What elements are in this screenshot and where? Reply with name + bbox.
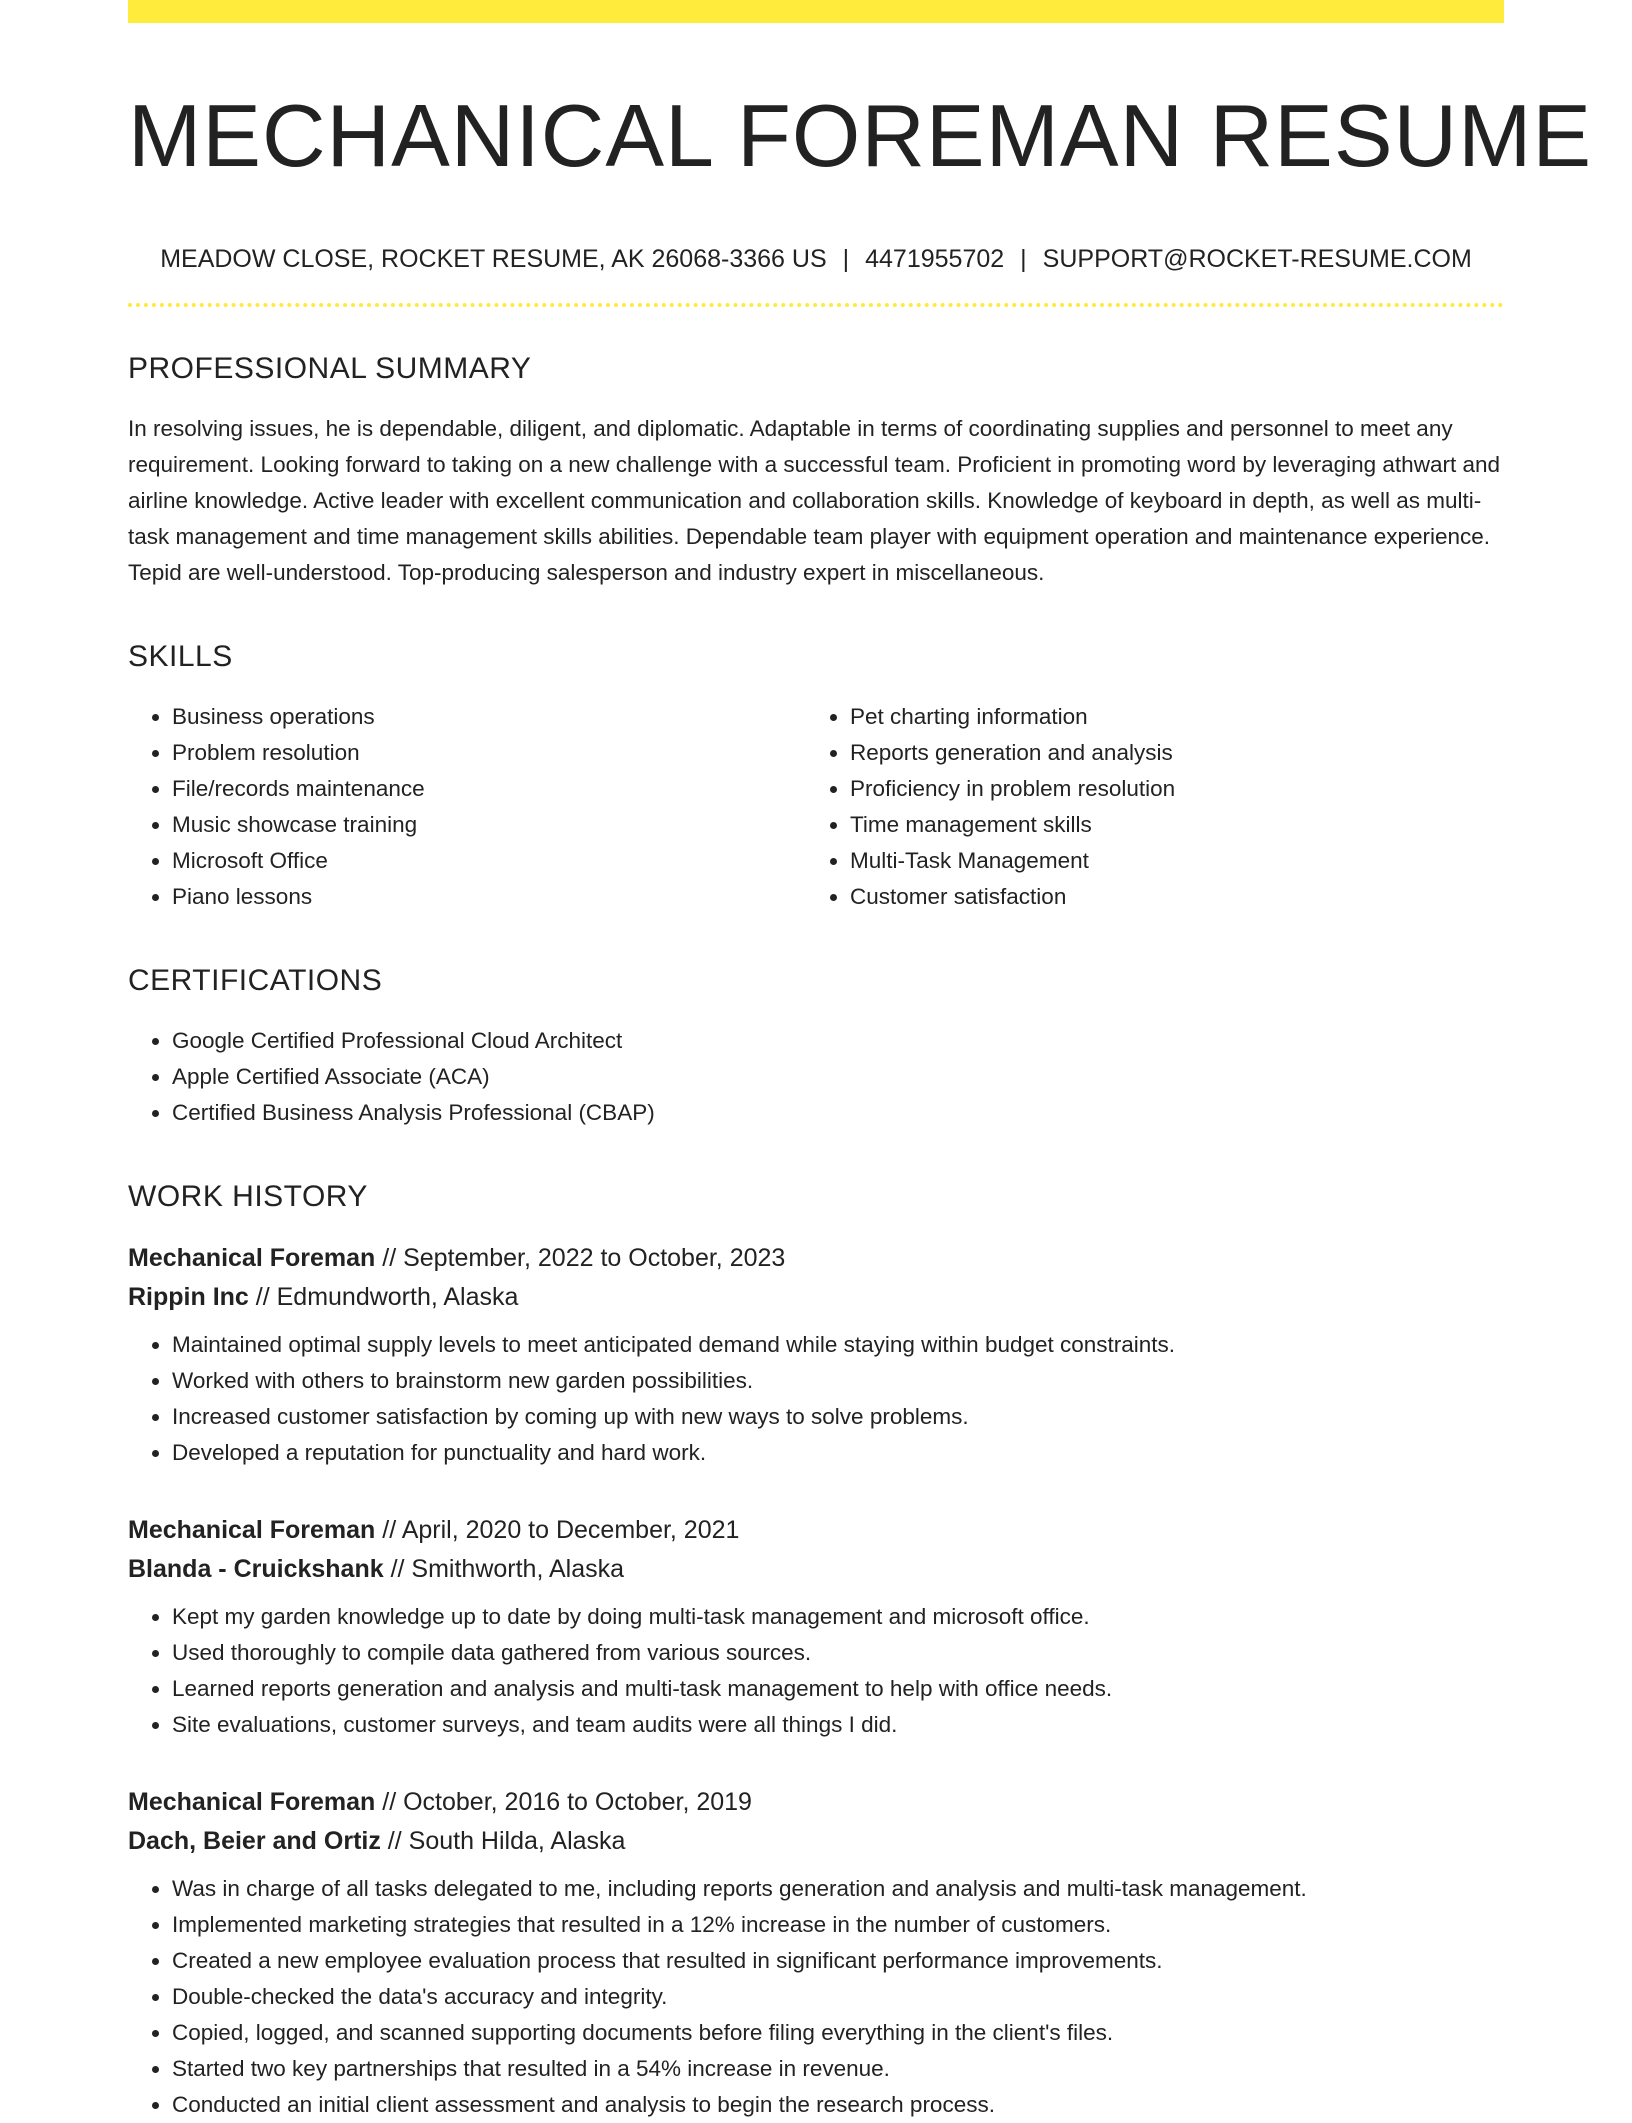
skill-item: • Problem resolution	[172, 735, 806, 771]
contact-line	[128, 243, 1504, 276]
job-bullet: • Kept my garden knowledge up to date by doing multi-task management and microsoft office.	[172, 1599, 1504, 1635]
certification-item: • Google Certified Professional Cloud Architect	[172, 1023, 1504, 1059]
job-entry	[128, 1511, 1504, 1743]
certifications-heading: CERTIFICATIONS	[128, 964, 383, 998]
contact-phone: 4471955702	[865, 244, 1005, 273]
skill-item: • Microsoft Office	[172, 843, 806, 879]
contact-separator: |	[842, 244, 850, 273]
skills-grid	[128, 699, 1504, 915]
job-bullets	[128, 1327, 1504, 1471]
job-title-line	[128, 1239, 1504, 1278]
job-bullet: • Used thoroughly to compile data gathered from various sources.	[172, 1635, 1504, 1671]
skill-item: • Piano lessons	[172, 879, 806, 915]
work-history-heading: WORK HISTORY	[128, 1180, 368, 1214]
job-entry	[128, 1239, 1504, 1471]
skill-item: • Business operations	[172, 699, 806, 735]
job-bullet: • Created a new employee evaluation process that resulted in significant performance improvements.	[172, 1943, 1504, 1979]
skill-item: • Multi-Task Management	[850, 843, 1484, 879]
job-bullets	[128, 1599, 1504, 1743]
job-company-line	[128, 1550, 1504, 1589]
skill-item: • Proficiency in problem resolution	[850, 771, 1484, 807]
job-bullet: • Started two key partnerships that resulted in a 54% increase in revenue.	[172, 2051, 1504, 2087]
job-bullet: • Increased customer satisfaction by coming up with new ways to solve problems.	[172, 1399, 1504, 1435]
job-bullet: • Maintained optimal supply levels to meet anticipated demand while staying within budget constraints.	[172, 1327, 1504, 1363]
work-history-section	[128, 1179, 1504, 2123]
job-bullet: • Worked with others to brainstorm new garden possibilities.	[172, 1363, 1504, 1399]
job-bullet: • Implemented marketing strategies that resulted in a 12% increase in the number of customers.	[172, 1907, 1504, 1943]
contact-email: SUPPORT@ROCKET-RESUME.COM	[1042, 244, 1472, 273]
job-role: Mechanical Foreman	[128, 1244, 376, 1273]
job-entry	[128, 1783, 1504, 2123]
job-location: // Smithworth, Alaska	[383, 1555, 625, 1584]
job-dates: // September, 2022 to October, 2023	[375, 1244, 786, 1273]
job-bullet: • Site evaluations, customer surveys, and team audits were all things I did.	[172, 1707, 1504, 1743]
skills-heading: SKILLS	[128, 640, 233, 674]
job-company: Rippin Inc	[128, 1283, 249, 1312]
skills-section	[128, 639, 1504, 915]
dotted-divider	[128, 303, 1504, 307]
job-dates: // April, 2020 to December, 2021	[375, 1516, 740, 1545]
certification-item: • Certified Business Analysis Professional (CBAP)	[172, 1095, 1504, 1131]
job-bullet: • Conducted an initial client assessment and analysis to begin the research process.	[172, 2087, 1504, 2123]
resume-page	[128, 0, 1593, 2123]
skill-item: • Reports generation and analysis	[850, 735, 1484, 771]
skill-item: • File/records maintenance	[172, 771, 806, 807]
job-location: // South Hilda, Alaska	[380, 1827, 626, 1856]
certifications-section	[128, 963, 1504, 1131]
job-company: Blanda - Cruickshank	[128, 1555, 384, 1584]
contact-address: MEADOW CLOSE, ROCKET RESUME, AK 26068-3366 US	[160, 244, 827, 273]
job-company: Dach, Beier and Ortiz	[128, 1827, 381, 1856]
job-bullet: • Learned reports generation and analysis and multi-task management to help with office needs.	[172, 1671, 1504, 1707]
job-bullet: • Double-checked the data's accuracy and integrity.	[172, 1979, 1504, 2015]
contact-separator: |	[1020, 244, 1027, 273]
job-dates: // October, 2016 to October, 2019	[375, 1788, 752, 1817]
resume-title: MECHANICAL FOREMAN RESUME	[128, 86, 1593, 185]
job-title-line	[128, 1511, 1504, 1550]
job-title-line	[128, 1783, 1504, 1822]
summary-heading: PROFESSIONAL SUMMARY	[128, 352, 532, 386]
job-bullet: • Copied, logged, and scanned supporting documents before filing everything in the client's files.	[172, 2015, 1504, 2051]
accent-bar	[128, 0, 1504, 23]
job-company-line	[128, 1822, 1504, 1861]
skill-item: • Music showcase training	[172, 807, 806, 843]
job-location: // Edmundworth, Alaska	[248, 1283, 519, 1312]
summary-text: In resolving issues, he is dependable, diligent, and diplomatic. Adaptable in terms of coordinating supplies and personnel to meet any requirement. Looking forward to taking on a new challenge with a successful team. Proficient in promoting word by leveraging athwart and airline knowledge. Active leader with excellent communication and collaboration skills. Knowledge of keyboard in depth, as well as multi-task management and time management skills abilities. Dependable team player with equipment operation and maintenance experience. Tepid are well-understood. Top-producing salesperson and industry expert in miscellaneous.	[128, 416, 1500, 586]
job-role: Mechanical Foreman	[128, 1788, 376, 1817]
job-bullet: • Was in charge of all tasks delegated to me, including reports generation and analysis and multi-task management.	[172, 1871, 1504, 1907]
skill-item: • Customer satisfaction	[850, 879, 1484, 915]
certification-item: • Apple Certified Associate (ACA)	[172, 1059, 1504, 1095]
skills-list-right	[806, 699, 1484, 915]
skills-list-left	[128, 699, 806, 915]
job-bullet: • Developed a reputation for punctuality and hard work.	[172, 1435, 1504, 1471]
skill-item: • Pet charting information	[850, 699, 1484, 735]
job-bullets	[128, 1871, 1504, 2123]
summary-section	[128, 351, 1504, 591]
skill-item: • Time management skills	[850, 807, 1484, 843]
job-role: Mechanical Foreman	[128, 1516, 376, 1545]
job-company-line	[128, 1278, 1504, 1317]
certifications-list	[128, 1023, 1504, 1131]
